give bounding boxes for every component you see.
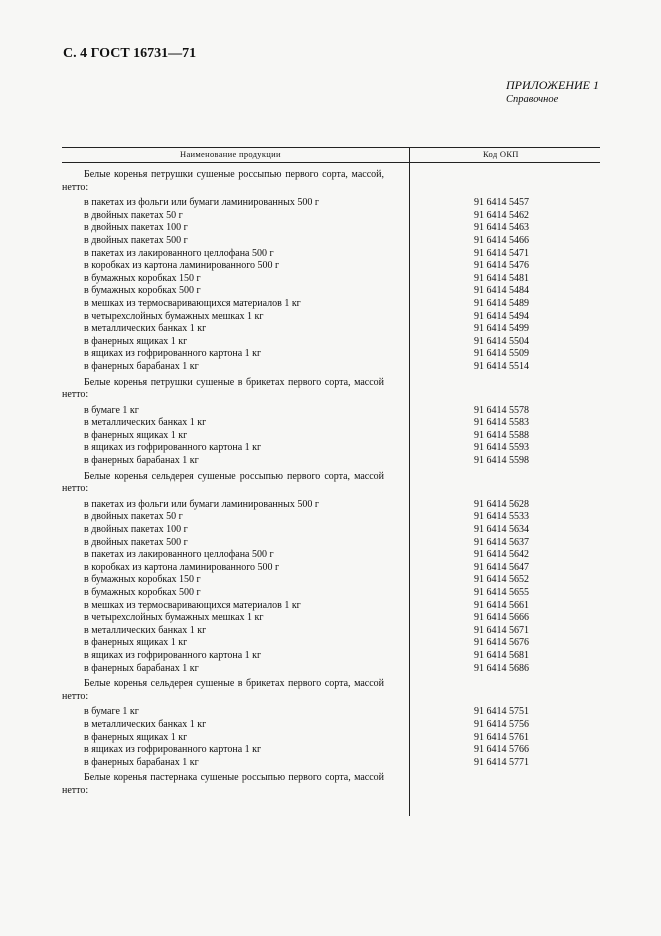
table-row bbox=[62, 222, 600, 235]
okp-code: 91 6414 5481 bbox=[474, 272, 529, 284]
okp-code: 91 6414 5642 bbox=[474, 549, 529, 561]
okp-code: 91 6414 5766 bbox=[474, 744, 529, 756]
product-name: в мешках из термосваривающихся материалов 1 кг bbox=[84, 297, 301, 309]
product-name: в четырехслойных бумажных мешках 1 кг bbox=[84, 612, 264, 624]
appendix-subtitle: Справочное bbox=[506, 94, 559, 105]
table-group-row bbox=[62, 678, 600, 703]
table-row bbox=[62, 524, 600, 537]
okp-code: 91 6414 5676 bbox=[474, 637, 529, 649]
okp-code: 91 6414 5652 bbox=[474, 574, 529, 586]
okp-code: 91 6414 5476 bbox=[474, 260, 529, 272]
product-name: в бумаге 1 кг bbox=[84, 404, 139, 416]
product-name: в двойных пакетах 50 г bbox=[84, 209, 183, 221]
table-row bbox=[62, 430, 600, 443]
table-row bbox=[62, 298, 600, 311]
table-row bbox=[62, 197, 600, 210]
product-name: в ящиках из гофрированного картона 1 кг bbox=[84, 649, 262, 661]
table-row bbox=[62, 625, 600, 638]
product-name: в пакетах из лакированного целлофана 500 г bbox=[84, 247, 274, 259]
table-header-rule bbox=[62, 162, 600, 163]
table-row bbox=[62, 417, 600, 430]
table-row bbox=[62, 511, 600, 524]
table-row bbox=[62, 574, 600, 587]
table-row bbox=[62, 405, 600, 418]
table-top-rule bbox=[62, 147, 600, 148]
okp-code: 91 6414 5637 bbox=[474, 536, 529, 548]
product-name: в двойных пакетах 100 г bbox=[84, 524, 188, 536]
okp-code: 91 6414 5583 bbox=[474, 417, 529, 429]
table-row bbox=[62, 537, 600, 550]
product-name: в бумажных коробках 500 г bbox=[84, 587, 201, 598]
okp-code: 91 6414 5756 bbox=[474, 718, 529, 730]
product-name: в пакетах из фольги или бумаги ламинированных 500 г bbox=[84, 197, 319, 209]
column-header-code: Код ОКП bbox=[483, 149, 519, 159]
table-body bbox=[62, 166, 600, 801]
product-name: в металлических банках 1 кг bbox=[84, 624, 207, 636]
product-name: в бумаге 1 кг bbox=[84, 706, 139, 718]
okp-code: 91 6414 5494 bbox=[474, 310, 529, 322]
okp-code: 91 6414 5509 bbox=[474, 348, 529, 360]
product-name: в бумажных коробках 150 г bbox=[84, 574, 201, 586]
product-name: в пакетах из лакированного целлофана 500 г bbox=[84, 549, 274, 561]
product-name: в фанерных барабанах 1 кг bbox=[84, 756, 199, 768]
product-name: в фанерных барабанах 1 кг bbox=[84, 662, 199, 674]
table-row bbox=[62, 235, 600, 248]
product-name: в двойных пакетах 500 г bbox=[84, 234, 188, 246]
table-row bbox=[62, 719, 600, 732]
okp-code: 91 6414 5533 bbox=[474, 511, 529, 523]
product-name: в ящиках из гофрированного картона 1 кг bbox=[84, 348, 262, 360]
okp-code: 91 6414 5457 bbox=[474, 197, 529, 209]
table-row bbox=[62, 336, 600, 349]
table-row bbox=[62, 663, 600, 676]
product-name: в фанерных ящиках 1 кг bbox=[84, 637, 188, 649]
table-group-row bbox=[62, 471, 600, 496]
table-row bbox=[62, 248, 600, 261]
product-name: в металлических банках 1 кг bbox=[84, 417, 207, 429]
product-name: в коробках из картона ламинированного 500 г bbox=[84, 561, 280, 573]
okp-code: 91 6414 5686 bbox=[474, 662, 529, 674]
product-name: в двойных пакетах 50 г bbox=[84, 511, 183, 523]
okp-code: 91 6414 5751 bbox=[474, 706, 529, 718]
product-name: в коробках из картона ламинированного 500 г bbox=[84, 260, 280, 272]
table-row bbox=[62, 562, 600, 575]
product-name: Белые коренья сельдерея сушеные в брикетах первого сорта, массой нетто: bbox=[62, 678, 384, 702]
product-name: Белые коренья пастернака сушеные россыпью первого сорта, массой нетто: bbox=[62, 772, 384, 796]
okp-code: 91 6414 5578 bbox=[474, 404, 529, 416]
product-name: Белые коренья сельдерея сушеные россыпью первого сорта, массой нетто: bbox=[62, 470, 384, 495]
page-header: С. 4 ГОСТ 16731—71 bbox=[63, 46, 197, 61]
table-row bbox=[62, 706, 600, 719]
okp-code: 91 6414 5593 bbox=[474, 442, 529, 454]
product-name: в мешках из термосваривающихся материалов 1 кг bbox=[84, 599, 301, 611]
okp-code: 91 6414 5466 bbox=[474, 234, 529, 246]
table-row bbox=[62, 637, 600, 650]
table-row bbox=[62, 442, 600, 455]
table-row bbox=[62, 744, 600, 757]
table-group-row bbox=[62, 772, 600, 797]
okp-code: 91 6414 5588 bbox=[474, 429, 529, 441]
okp-code: 91 6414 5661 bbox=[474, 599, 529, 611]
okp-code: 91 6414 5471 bbox=[474, 247, 529, 259]
product-name: в двойных пакетах 100 г bbox=[84, 222, 188, 234]
table-row bbox=[62, 323, 600, 336]
column-header-name: Наименование продукции bbox=[180, 149, 281, 159]
okp-code: 91 6414 5655 bbox=[474, 587, 529, 598]
table-row bbox=[62, 650, 600, 663]
okp-code: 91 6414 5514 bbox=[474, 360, 529, 372]
table-row bbox=[62, 600, 600, 613]
product-name: в ящиках из гофрированного картона 1 кг bbox=[84, 442, 262, 454]
product-name: в ящиках из гофрированного картона 1 кг bbox=[84, 744, 262, 756]
okp-code: 91 6414 5681 bbox=[474, 649, 529, 661]
appendix-block bbox=[506, 78, 599, 105]
table-row bbox=[62, 549, 600, 562]
product-name: в металлических банках 1 кг bbox=[84, 323, 207, 335]
table-row bbox=[62, 455, 600, 468]
table-row bbox=[62, 311, 600, 324]
table-row bbox=[62, 260, 600, 273]
okp-code: 91 6414 5504 bbox=[474, 335, 529, 347]
table-row bbox=[62, 757, 600, 770]
table-row bbox=[62, 210, 600, 223]
table-row bbox=[62, 273, 600, 286]
okp-code: 91 6414 5771 bbox=[474, 756, 529, 768]
table-group-row bbox=[62, 377, 600, 402]
table-row bbox=[62, 285, 600, 298]
appendix-title: ПРИЛОЖЕНИЕ 1 bbox=[506, 78, 599, 92]
okp-code: 91 6414 5671 bbox=[474, 624, 529, 636]
okp-code: 91 6414 5462 bbox=[474, 209, 529, 221]
okp-code: 91 6414 5761 bbox=[474, 731, 529, 743]
product-name: в фанерных барабанах 1 кг bbox=[84, 360, 199, 372]
product-name: в бумажных коробках 500 г bbox=[84, 285, 201, 297]
table-row bbox=[62, 612, 600, 625]
okp-code: 91 6414 5666 bbox=[474, 612, 529, 624]
okp-code: 91 6414 5499 bbox=[474, 323, 529, 335]
product-name: в металлических банках 1 кг bbox=[84, 718, 207, 730]
product-name: в четырехслойных бумажных мешках 1 кг bbox=[84, 310, 264, 322]
product-name: в бумажных коробках 150 г bbox=[84, 272, 201, 284]
product-name: в фанерных ящиках 1 кг bbox=[84, 335, 188, 347]
product-name: в пакетах из фольги или бумаги ламинированных 500 г bbox=[84, 498, 319, 510]
table-group-row bbox=[62, 169, 600, 194]
okp-code: 91 6414 5647 bbox=[474, 561, 529, 573]
table-row bbox=[62, 361, 600, 374]
okp-code: 91 6414 5463 bbox=[474, 222, 529, 234]
product-name: Белые коренья петрушки сушеные россыпью первого сорта, массой, нетто: bbox=[62, 169, 384, 193]
product-name: в фанерных барабанах 1 кг bbox=[84, 455, 199, 467]
table-row bbox=[62, 499, 600, 512]
table-row bbox=[62, 587, 600, 600]
table-row bbox=[62, 732, 600, 745]
product-name: в двойных пакетах 500 г bbox=[84, 536, 188, 548]
table-row bbox=[62, 348, 600, 361]
okp-code: 91 6414 5484 bbox=[474, 285, 529, 297]
okp-code: 91 6414 5628 bbox=[474, 498, 529, 510]
okp-code: 91 6414 5598 bbox=[474, 455, 529, 467]
product-name: Белые коренья петрушки сушеные в брикетах первого сорта, массой нетто: bbox=[62, 376, 384, 401]
product-name: в фанерных ящиках 1 кг bbox=[84, 731, 188, 743]
okp-code: 91 6414 5634 bbox=[474, 524, 529, 536]
product-name: в фанерных ящиках 1 кг bbox=[84, 429, 188, 441]
okp-code: 91 6414 5489 bbox=[474, 297, 529, 309]
